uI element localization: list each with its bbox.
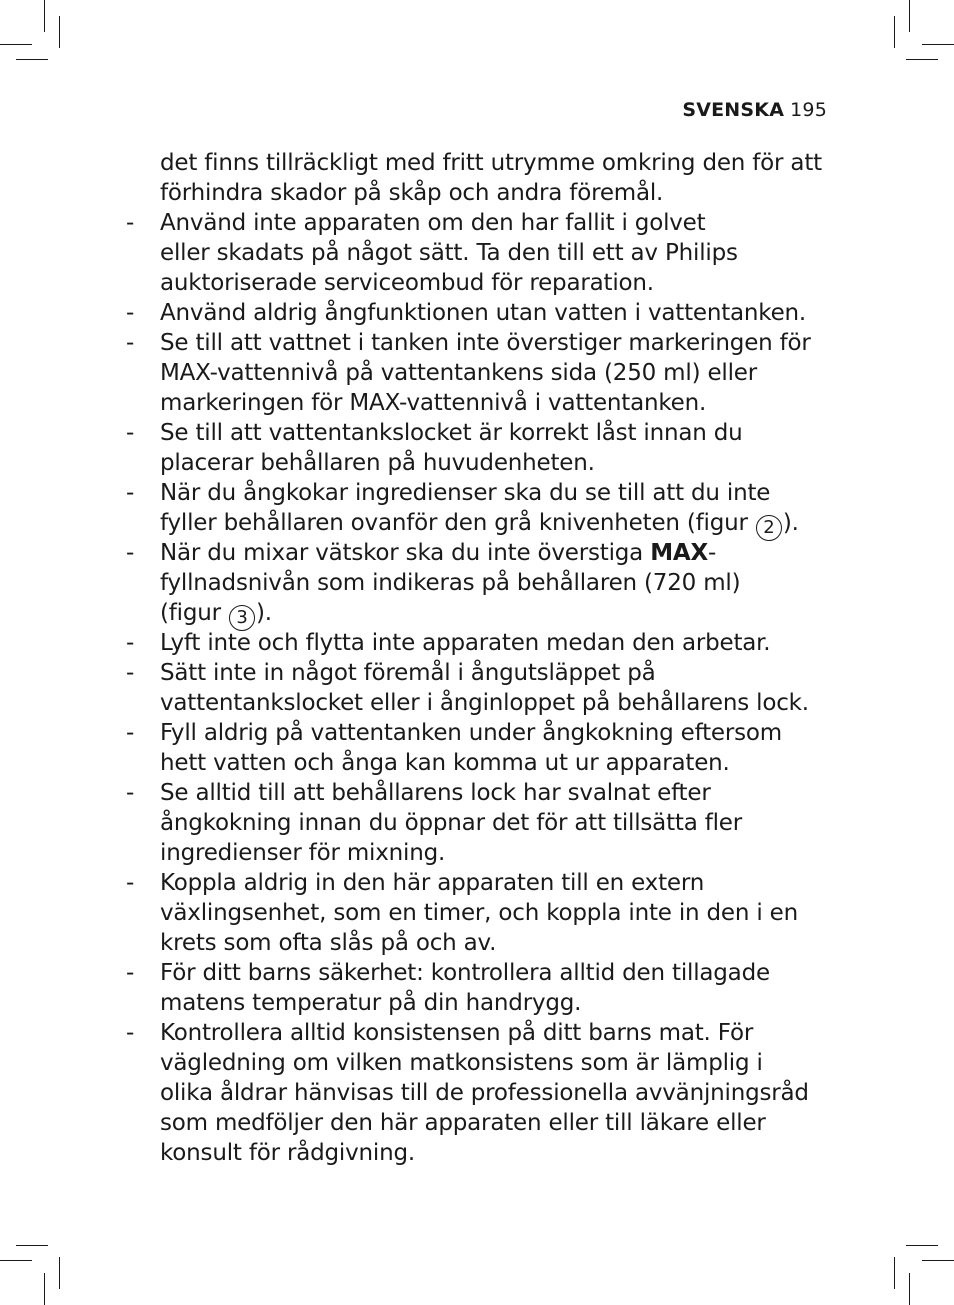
bullet-dash: - xyxy=(126,660,135,686)
crop-mark xyxy=(44,1273,45,1305)
list-item-line: auktoriserade serviceombud för reparation. xyxy=(160,270,654,296)
list-item-line: olika åldrar hänvisas till de professionella avvänjningsråd xyxy=(160,1080,809,1106)
continuation-line: förhindra skador på skåp och andra föremål. xyxy=(160,180,664,206)
bullet-dash: - xyxy=(126,300,135,326)
figure-reference-badge: 2 xyxy=(756,515,782,541)
bullet-dash: - xyxy=(126,330,135,356)
header-language: SVENSKA xyxy=(682,99,785,121)
list-item: - Fyll aldrig på vattentanken under ångkokning eftersom xyxy=(126,720,782,746)
bullet-dash: - xyxy=(126,540,135,566)
page-number: 195 xyxy=(790,99,827,121)
bullet-dash: - xyxy=(126,420,135,446)
list-item-line: MAX-vattennivå på vattentankens sida (250 ml) eller xyxy=(160,360,757,386)
crop-mark xyxy=(922,44,954,45)
list-item: - Lyft inte och flytta inte apparaten medan den arbetar. xyxy=(126,630,771,656)
list-item: - Se till att vattentankslocket är korrekt låst innan du xyxy=(126,420,743,446)
list-item-line: ångkokning innan du öppnar det för att tillsätta fler xyxy=(160,810,742,836)
list-item: - Använd aldrig ångfunktionen utan vatten i vattentanken. xyxy=(126,300,807,326)
bullet-dash: - xyxy=(126,210,135,236)
crop-mark xyxy=(909,0,910,32)
list-item-line: matens temperatur på din handrygg. xyxy=(160,990,582,1016)
list-item-line: som medföljer den här apparaten eller till läkare eller xyxy=(160,1110,766,1136)
max-label: MAX xyxy=(650,540,709,566)
crop-mark xyxy=(59,16,60,48)
crop-mark xyxy=(16,59,48,60)
list-item-line: växlingsenhet, som en timer, och koppla inte in den i en xyxy=(160,900,798,926)
list-item: - Se till att vattnet i tanken inte överstiger markeringen för xyxy=(126,330,811,356)
list-item-line: krets som ofta slås på och av. xyxy=(160,930,497,956)
crop-mark xyxy=(922,1260,954,1261)
list-item-line: fyller behållaren ovanför den grå knivenheten (figur 2 ). xyxy=(126,508,838,538)
list-item-line: (figur 3 ). xyxy=(126,598,838,628)
bullet-dash: - xyxy=(126,780,135,806)
list-item: - Koppla aldrig in den här apparaten till en extern xyxy=(126,870,705,896)
instruction-list xyxy=(126,148,838,1168)
crop-mark xyxy=(0,1260,32,1261)
crop-mark xyxy=(0,44,32,45)
bullet-dash: - xyxy=(126,960,135,986)
crop-mark xyxy=(44,0,45,32)
list-item: - När du mixar vätskor ska du inte överstiga MAX- xyxy=(126,540,717,566)
list-item-line: konsult för rådgivning. xyxy=(160,1140,415,1166)
list-item-line: hett vatten och ånga kan komma ut ur apparaten. xyxy=(160,750,730,776)
list-item-line: placerar behållaren på huvudenheten. xyxy=(160,450,595,476)
crop-mark xyxy=(909,1273,910,1305)
crop-mark xyxy=(894,1257,895,1289)
bullet-dash: - xyxy=(126,1020,135,1046)
figure-reference-badge: 3 xyxy=(229,605,255,631)
list-item: - När du ångkokar ingredienser ska du se till att du inte xyxy=(126,480,771,506)
crop-mark xyxy=(59,1257,60,1289)
list-item-line: vägledning om vilken matkonsistens som är lämplig i xyxy=(160,1050,763,1076)
crop-mark xyxy=(906,1245,938,1246)
crop-mark xyxy=(906,59,938,60)
page-header xyxy=(682,99,827,121)
list-item-line: markeringen för MAX-vattennivå i vattentanken. xyxy=(160,390,707,416)
list-item: - Använd inte apparaten om den har fallit i golvet xyxy=(126,210,706,236)
bullet-dash: - xyxy=(126,480,135,506)
list-item-line: fyllnadsnivån som indikeras på behållaren (720 ml) xyxy=(160,570,741,596)
bullet-dash: - xyxy=(126,720,135,746)
list-item: - För ditt barns säkerhet: kontrollera alltid den tillagade xyxy=(126,960,770,986)
crop-mark xyxy=(16,1245,48,1246)
list-item: - Sätt inte in något föremål i ångutsläppet på xyxy=(126,660,656,686)
list-item-line: ingredienser för mixning. xyxy=(160,840,446,866)
continuation-line: det finns tillräckligt med fritt utrymme omkring den för att xyxy=(160,150,822,176)
bullet-dash: - xyxy=(126,870,135,896)
list-item-line: vattentankslocket eller i ånginloppet på behållarens lock. xyxy=(160,690,809,716)
list-item: - Kontrollera alltid konsistensen på ditt barns mat. För xyxy=(126,1020,754,1046)
crop-mark xyxy=(894,16,895,48)
list-item-line: eller skadats på något sätt. Ta den till ett av Philips xyxy=(160,240,738,266)
bullet-dash: - xyxy=(126,630,135,656)
list-item: - Se alltid till att behållarens lock har svalnat efter xyxy=(126,780,711,806)
